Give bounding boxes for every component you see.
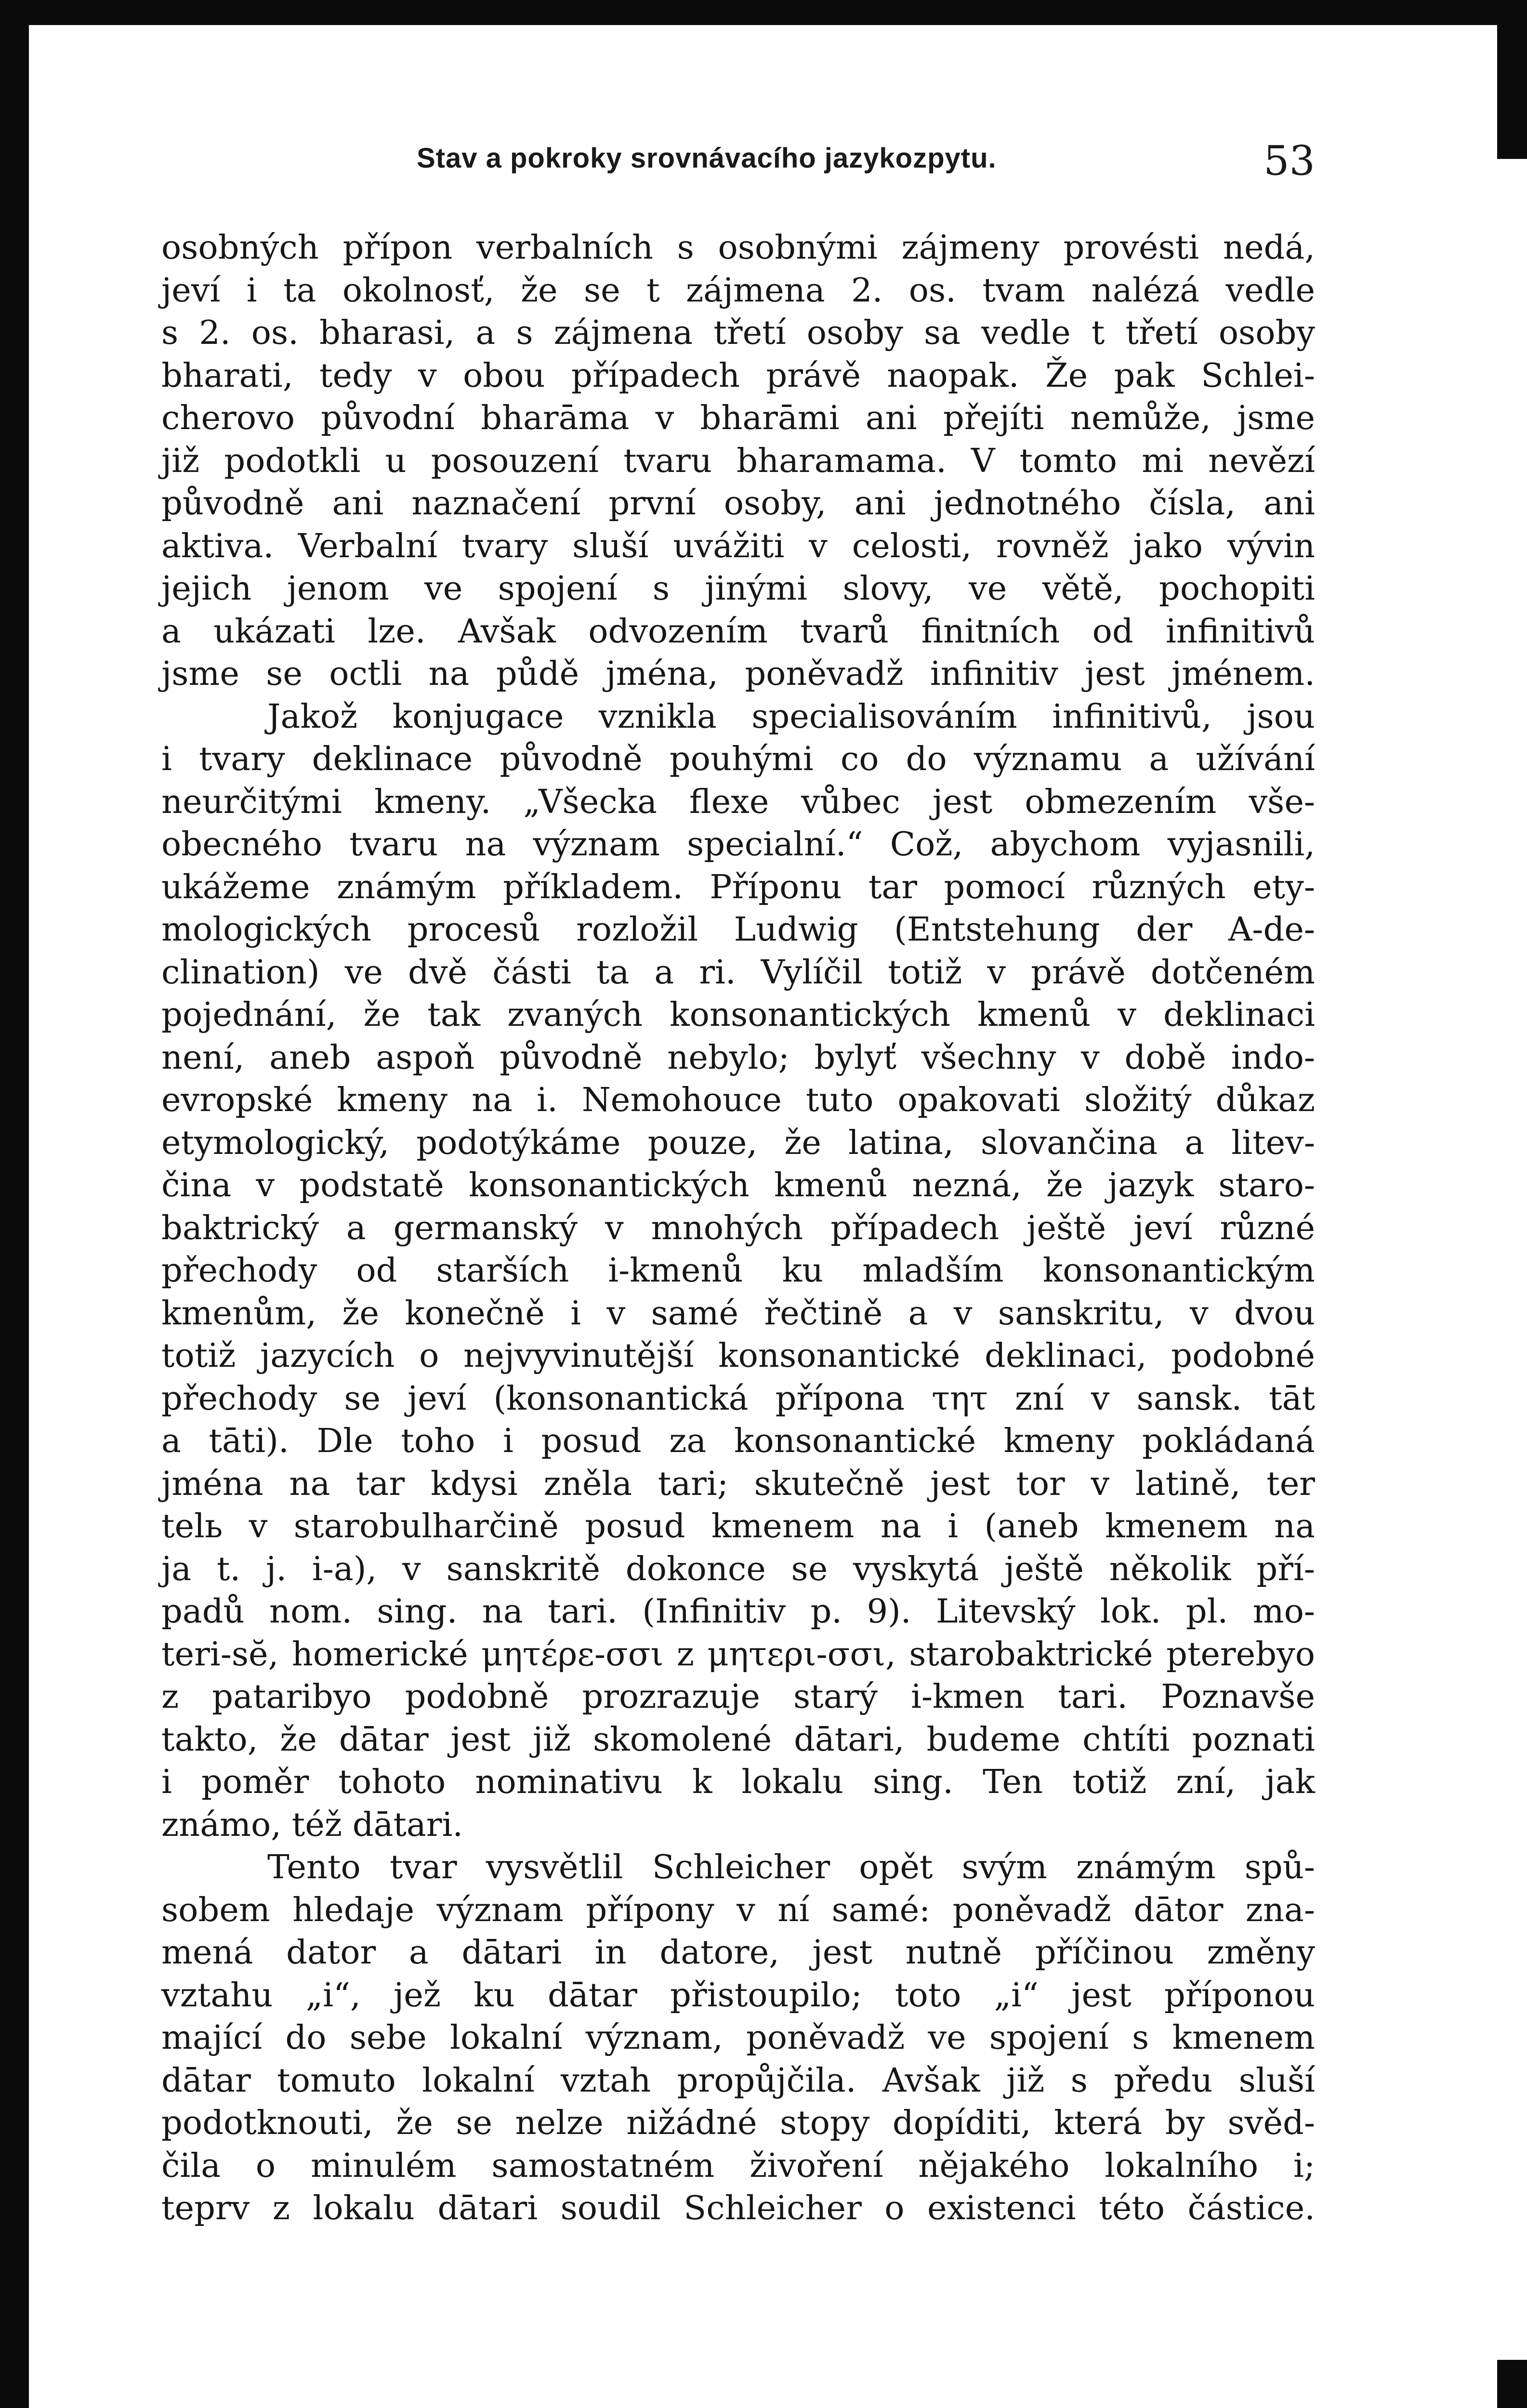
- text-line: takto, že dātar jest již skomolené dātari, budeme chtíti poznati: [161, 1720, 1315, 1759]
- running-head-title: Stav a pokroky srovnávacího jazykozpytu.: [417, 143, 997, 174]
- paragraph: [161, 695, 1315, 1846]
- scan-border-right-bottom: [1497, 2360, 1527, 2408]
- text-line: podotknouti, že se nelze nižádné stopy dopíditi, která by svěd-: [161, 2104, 1315, 2142]
- text-line: jeví i ta okolnosť, že se t zájmena 2. os. tvam nalézá vedle: [161, 271, 1315, 310]
- text-line: jména na tar kdysi zněla tari; skutečně jest tor v latině, ter: [161, 1464, 1315, 1503]
- scan-border-top: [0, 0, 1527, 25]
- text-line: sobem hledaje význam přípony v ní samé: poněvadž dātor zna-: [161, 1890, 1315, 1929]
- text-line: cherovo původní bharāma v bharāmi ani přejíti nemůže, jsme: [161, 399, 1315, 437]
- text-line: mologických procesů rozložil Ludwig (Entstehung der A-de-: [161, 910, 1315, 949]
- text-line: pojednání, že tak zvaných konsonantických kmenů v deklinaci: [161, 995, 1315, 1034]
- text-line: z pataribyo podobně prozrazuje starý i-kmen tari. Poznavše: [161, 1677, 1315, 1716]
- text-line: ukážeme známým příkladem. Příponu tar pomocí různých ety-: [161, 867, 1315, 906]
- running-head: [161, 137, 1315, 200]
- text-line: mená dator a dātari in datore, jest nutně příčinou změny: [161, 1933, 1315, 1972]
- text-line: známo, též dātari.: [161, 1805, 463, 1844]
- text-line: vztahu „i“, jež ku dātar přistoupilo; toto „i“ jest příponou: [161, 1976, 1315, 2015]
- text-line: obecného tvaru na význam specialní.“ Což, abychom vyjasnili,: [161, 825, 1315, 864]
- paragraph: [161, 1846, 1315, 2230]
- text-line: Jakož konjugace vznikla specialisováním infinitivů, jsou: [267, 697, 1315, 736]
- text-line: teri-sĕ, homerické μητέρε-σσι z μητερι-σσι, starobaktrické pterebyo: [161, 1635, 1315, 1674]
- text-line: telь v starobulharčině posud kmenem na i (aneb kmenem na: [161, 1507, 1315, 1545]
- text-line: osobných přípon verbalních s osobnými zájmeny provésti nedá,: [161, 228, 1315, 267]
- text-line: jsme se octli na půdě jména, poněvadž infinitiv jest jménem.: [161, 654, 1315, 693]
- text-line: i poměr tohoto nominativu k lokalu sing. Ten totiž zní, jak: [161, 1763, 1315, 1801]
- text-line: bharati, tedy v obou případech právě naopak. Že pak Schlei-: [161, 356, 1315, 395]
- text-line: padů nom. sing. na tari. (Infinitiv p. 9). Litevský lok. pl. mo-: [161, 1592, 1315, 1631]
- text-line: a tāti). Dle toho i posud za konsonantické kmeny pokládaná: [161, 1422, 1315, 1460]
- text-line: s 2. os. bharasi, a s zájmena třetí osoby sa vedle t třetí osoby: [161, 314, 1315, 352]
- text-line: ja t. j. i-a), v sanskritě dokonce se vyskytá ještě několik pří-: [161, 1549, 1315, 1588]
- text-line: původně ani naznačení první osoby, ani jednotného čísla, ani: [161, 484, 1315, 523]
- text-line: mající do sebe lokalní význam, poněvadž ve spojení s kmenem: [161, 2018, 1315, 2057]
- text-line: Tento tvar vysvětlil Schleicher opět svým známým spů-: [267, 1848, 1315, 1886]
- text-line: jejich jenom ve spojení s jinými slovy, ve větě, pochopiti: [161, 569, 1315, 608]
- body-text: [161, 226, 1315, 2230]
- text-line: clination) ve dvě části ta a ri. Vylíčil totiž v právě dotčeném: [161, 953, 1315, 992]
- text-line: dātar tomuto lokalní vztah propůjčila. Avšak již s předu sluší: [161, 2061, 1315, 2100]
- text-line: a ukázati lze. Avšak odvozením tvarů finitních od infinitivů: [161, 612, 1315, 651]
- text-line: evropské kmeny na i. Nemohouce tuto opakovati složitý důkaz: [161, 1081, 1315, 1119]
- text-line: není, aneb aspoň původně nebylo; bylyť všechny v době indo-: [161, 1038, 1315, 1077]
- text-line: již podotkli u posouzení tvaru bharamama. V tomto mi nevězí: [161, 441, 1315, 480]
- text-line: přechody se jeví (konsonantická přípona τητ zní v sansk. tāt: [161, 1379, 1315, 1418]
- text-line: čina v podstatě konsonantických kmenů nezná, že jazyk staro-: [161, 1166, 1315, 1204]
- text-line: čila o minulém samostatném živoření nějakého lokalního i;: [161, 2146, 1315, 2185]
- text-line: neurčitými kmeny. „Všecka flexe vůbec jest obmezením vše-: [161, 782, 1315, 821]
- paragraph: [161, 226, 1315, 695]
- text-line: aktiva. Verbalní tvary sluší uvážiti v celosti, rovněž jako vývin: [161, 526, 1315, 565]
- text-line: i tvary deklinace původně pouhými co do významu a užívání: [161, 740, 1315, 778]
- text-line: etymologický, podotýkáme pouze, že latina, slovančina a litev-: [161, 1123, 1315, 1162]
- scan-border-left: [0, 0, 29, 2408]
- scan-border-right-top: [1497, 0, 1527, 159]
- text-line: teprv z lokalu dātari soudil Schleicher o existenci této částice.: [161, 2189, 1315, 2227]
- text-line: přechody od starších i-kmenů ku mladším konsonantickým: [161, 1251, 1315, 1290]
- page-number: 53: [1264, 137, 1315, 184]
- text-line: kmenům, že konečně i v samé řečtině a v sanskritu, v dvou: [161, 1294, 1315, 1333]
- text-line: totiž jazycích o nejvyvinutější konsonantické deklinaci, podobné: [161, 1336, 1315, 1375]
- text-line: baktrický a germanský v mnohých případech ještě jeví různé: [161, 1208, 1315, 1247]
- book-page: [161, 137, 1315, 2230]
